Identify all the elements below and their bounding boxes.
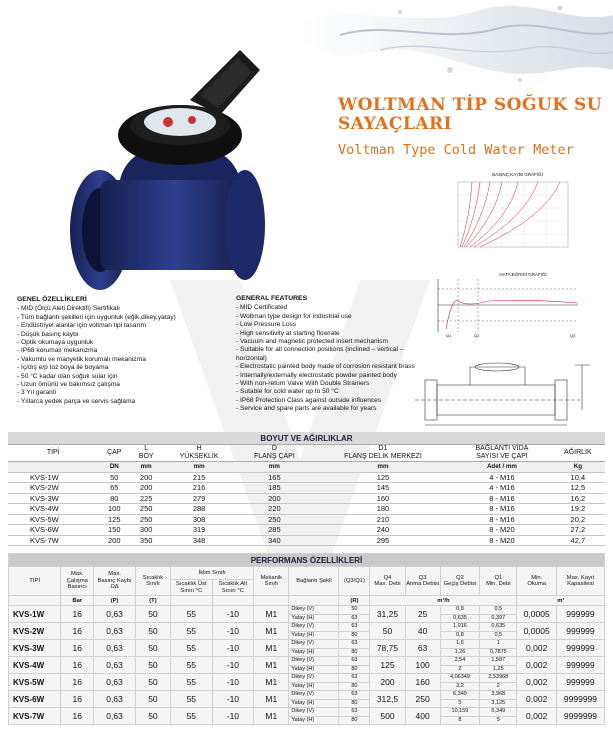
unit-cell: DN xyxy=(99,462,131,473)
table-cell: 100 xyxy=(405,657,440,674)
table-cell: Dikey (V) xyxy=(289,674,339,683)
table-cell: 80 xyxy=(339,631,370,640)
feature-en-item: - Vacuum and magnetic protected insert mechanism xyxy=(236,338,388,346)
table-cell: 200 xyxy=(236,493,313,504)
col-header: Max. Basınç Kaybı ΩΔ xyxy=(94,567,136,596)
table-cell: 279 xyxy=(162,493,236,504)
table-cell: 1,016 xyxy=(440,623,479,632)
table-cell: 0,63 xyxy=(94,623,136,640)
table-row xyxy=(9,640,605,649)
col-header: Mekanik Sınıfı xyxy=(254,567,289,596)
table-cell: 55 xyxy=(171,623,213,640)
table-cell: 0,5 xyxy=(480,606,517,615)
col-header: D FLANŞ ÇAPI xyxy=(236,445,313,462)
unit-cell: Adet / mm xyxy=(453,462,551,473)
table-cell: Yatay (H) xyxy=(289,716,339,725)
table-cell: 220 xyxy=(236,504,313,515)
general-features-tr xyxy=(17,296,176,406)
table-cell: 0,002 xyxy=(517,674,556,691)
table-cell: 350 xyxy=(130,535,162,546)
performance-table-title: PERFORMANS ÖZELLİKLERİ xyxy=(9,554,605,567)
performance-units-row xyxy=(9,596,605,606)
table-cell: 165 xyxy=(236,472,313,483)
table-cell: 16 xyxy=(61,640,94,657)
table-cell: 63 xyxy=(339,614,370,623)
error-curve-graph-title: HATA EĞRİSİ GRAFİĞİ xyxy=(499,272,547,277)
table-cell: Dikey (V) xyxy=(289,623,339,632)
col-header: Max. Çalışma Basıncı xyxy=(61,567,94,596)
product-title-en: Voltman Type Cold Water Meter xyxy=(338,142,574,158)
table-cell: 340 xyxy=(236,535,313,546)
table-cell: 6,349 xyxy=(480,708,517,717)
table-cell: 80 xyxy=(339,682,370,691)
table-cell: 319 xyxy=(162,525,236,536)
col-header: TİPİ xyxy=(9,567,61,596)
table-cell: 300 xyxy=(130,525,162,536)
table-row xyxy=(9,674,605,683)
col-header: İklim Sınıfı xyxy=(171,567,254,580)
table-cell: 0,002 xyxy=(517,640,556,657)
table-cell: 145 xyxy=(313,483,453,494)
col-header: Q2 Geçiş Debisi xyxy=(440,567,479,596)
table-cell: 2,53968 xyxy=(480,674,517,683)
unit-cell: mm xyxy=(162,462,236,473)
table-cell: 200 xyxy=(130,483,162,494)
table-cell: 63 xyxy=(339,623,370,632)
table-cell: 63 xyxy=(339,674,370,683)
table-cell: 999999 xyxy=(556,640,604,657)
table-cell: 63 xyxy=(405,640,440,657)
unit-cell: Kg xyxy=(551,462,605,473)
table-cell: 0,002 xyxy=(517,691,556,708)
table-cell: 0,002 xyxy=(517,657,556,674)
table-row xyxy=(8,472,605,483)
col-subheader: Sıcaklık Üst Sınırı °C xyxy=(171,580,213,596)
table-cell: 63 xyxy=(339,691,370,700)
feature-en-item: - Service and spare parts are available for years xyxy=(236,405,377,413)
table-cell: Dikey (V) xyxy=(289,708,339,717)
table-cell: 1,26 xyxy=(440,648,479,657)
feature-tr-item: - Tüm bağlantı şekilleri için uygunluk (eğik,dikey,yatay) xyxy=(17,313,176,321)
table-cell: 80 xyxy=(339,716,370,725)
table-cell: 285 xyxy=(236,525,313,536)
table-row xyxy=(9,708,605,717)
table-cell: -10 xyxy=(212,623,254,640)
unit-cell: mm xyxy=(236,462,313,473)
table-cell: KVS-7W xyxy=(9,708,61,725)
unit-cell: (P) xyxy=(94,596,136,606)
table-row xyxy=(8,483,605,494)
error-axis-label-q1: Q1 xyxy=(446,333,452,338)
table-cell: 31,25 xyxy=(370,606,405,623)
table-cell: Yatay (H) xyxy=(289,699,339,708)
table-cell: 348 xyxy=(162,535,236,546)
performance-table xyxy=(8,553,605,725)
table-cell: Yatay (H) xyxy=(289,614,339,623)
table-cell: 8 - M20 xyxy=(453,535,551,546)
table-cell: 50 xyxy=(135,623,170,640)
table-row xyxy=(9,606,605,615)
table-cell: 63 xyxy=(339,708,370,717)
table-cell: 215 xyxy=(162,472,236,483)
feature-en-item: horizontal) xyxy=(236,354,267,362)
table-cell: M1 xyxy=(254,691,289,708)
table-cell: -10 xyxy=(212,606,254,623)
table-cell: 50 xyxy=(99,472,131,483)
feature-tr-item: - Uzun ömürlü ve bakımsız çalışma xyxy=(17,381,120,389)
table-cell: 1,6 xyxy=(440,640,479,649)
table-cell: 50 xyxy=(339,606,370,615)
table-cell: 80 xyxy=(99,493,131,504)
performance-header-row xyxy=(9,567,605,580)
unit-cell: m³ xyxy=(517,596,605,606)
feature-tr-item: - Yıllarca yedek parça ve servis sağlama xyxy=(17,397,136,405)
error-axis-label-q2: Q2 xyxy=(474,333,480,338)
table-cell: M1 xyxy=(254,674,289,691)
table-cell: 0,63 xyxy=(94,606,136,623)
table-cell: 1,25 xyxy=(480,665,517,674)
col-header: (Q3/Q1) xyxy=(339,567,370,596)
error-axis-label-q3: Q3 xyxy=(570,333,576,338)
table-cell: Dikey (V) xyxy=(289,640,339,649)
unit-cell xyxy=(8,462,99,473)
table-cell: KVS-2W xyxy=(9,623,61,640)
table-cell: 225 xyxy=(130,493,162,504)
table-cell: 50 xyxy=(135,708,170,725)
col-header: Max. Kayıt Kapasitesi xyxy=(556,567,604,596)
table-cell: 63 xyxy=(339,657,370,666)
table-cell: Dikey (V) xyxy=(289,657,339,666)
table-cell: 50 xyxy=(135,606,170,623)
table-cell: Yatay (H) xyxy=(289,648,339,657)
table-row xyxy=(8,525,605,536)
table-row xyxy=(8,493,605,504)
table-cell: 12,5 xyxy=(551,483,605,494)
table-cell: 200 xyxy=(130,472,162,483)
feature-en-item: - With non-return Valve With Double Strainers xyxy=(236,380,370,388)
table-cell: 0,8 xyxy=(440,606,479,615)
table-cell: KVS-7W xyxy=(8,535,99,546)
table-cell: 10,4 xyxy=(551,472,605,483)
col-header: Min. Okuma xyxy=(517,567,556,596)
table-cell: 180 xyxy=(313,504,453,515)
table-cell: -10 xyxy=(212,640,254,657)
table-cell: 5 xyxy=(480,716,517,725)
table-cell: KVS-2W xyxy=(8,483,99,494)
table-cell: 1 xyxy=(480,640,517,649)
feature-en-item: - Internally/externally electrostatic powder painted body xyxy=(236,371,397,379)
table-cell: 80 xyxy=(339,665,370,674)
col-header: D1 FLANŞ DELİK MERKEZİ xyxy=(313,445,453,462)
table-cell: 19,2 xyxy=(551,504,605,515)
table-cell: 50 xyxy=(135,657,170,674)
table-cell: 65 xyxy=(99,483,131,494)
table-cell: KVS-3W xyxy=(8,493,99,504)
table-cell: 16 xyxy=(61,623,94,640)
table-cell: 0,63 xyxy=(94,708,136,725)
table-cell: Dikey (V) xyxy=(289,691,339,700)
table-cell: 125 xyxy=(99,514,131,525)
unit-cell: (R) xyxy=(339,596,370,606)
table-cell: 999999 xyxy=(556,606,604,623)
table-cell: 2 xyxy=(480,682,517,691)
table-cell: 8 xyxy=(440,716,479,725)
table-cell: M1 xyxy=(254,640,289,657)
table-cell: 55 xyxy=(171,640,213,657)
feature-tr-item: - Optik okumaya uygunluk xyxy=(17,339,94,347)
unit-cell: Bar xyxy=(61,596,94,606)
table-cell: 50 xyxy=(135,691,170,708)
table-cell: 50 xyxy=(135,674,170,691)
table-cell: 0,63 xyxy=(94,674,136,691)
feature-en-item: - Suitable for all connection positions (inclined – vertical – xyxy=(236,346,404,354)
table-cell: 288 xyxy=(162,504,236,515)
table-cell: KVS-6W xyxy=(8,525,99,536)
table-cell: 4,06349 xyxy=(440,674,479,683)
table-cell: 100 xyxy=(99,504,131,515)
table-row xyxy=(8,504,605,515)
table-cell: 125 xyxy=(313,472,453,483)
table-cell: 0,0005 xyxy=(517,606,556,623)
feature-tr-item: - Düşük basınç kaybı xyxy=(17,330,79,338)
table-cell: 2,54 xyxy=(440,657,479,666)
col-header: Sıcaklık Sınıfı xyxy=(135,567,170,596)
table-cell: 3,125 xyxy=(480,699,517,708)
feature-tr-item: - IP68 korumalı mekanizma xyxy=(17,347,98,355)
table-row xyxy=(8,514,605,525)
table-cell: 200 xyxy=(370,674,405,691)
table-cell: 160 xyxy=(405,674,440,691)
table-cell: Yatay (H) xyxy=(289,665,339,674)
unit-cell: mm xyxy=(313,462,453,473)
feature-tr-item: - İç/dış e/p toz boya ile boyama xyxy=(17,364,109,372)
table-cell: KVS-5W xyxy=(9,674,61,691)
table-cell: M1 xyxy=(254,623,289,640)
unit-cell: mm xyxy=(130,462,162,473)
product-title-tr: WOLTMAN TİP SOĞUK SU SAYAÇLARI xyxy=(338,95,603,134)
table-cell: 8 - M16 xyxy=(453,514,551,525)
table-cell: KVS-5W xyxy=(8,514,99,525)
table-cell: 4 - M16 xyxy=(453,472,551,483)
table-cell: 55 xyxy=(171,606,213,623)
feature-tr-item: - 3 Yıl garanti xyxy=(17,389,57,397)
general-features-en xyxy=(236,295,415,414)
table-cell: 5 xyxy=(440,699,479,708)
col-subheader: Sıcaklık Alt Sınırı °C xyxy=(212,580,254,596)
feature-en-item: - Low Pressure Loss xyxy=(236,321,297,329)
col-header: ÇAP xyxy=(99,445,131,462)
col-header: Bağlantı Şekli xyxy=(289,567,339,596)
table-cell: Dikey (V) xyxy=(289,606,339,615)
water-splash-image xyxy=(300,0,613,90)
table-cell: -10 xyxy=(212,674,254,691)
table-cell: 25 xyxy=(405,606,440,623)
table-cell: 42,7 xyxy=(551,535,605,546)
col-header: BAĞLANTI VİDA SAYISI VE ÇAPI xyxy=(453,445,551,462)
table-cell: 0,635 xyxy=(440,614,479,623)
table-cell: 16 xyxy=(61,657,94,674)
table-cell: 80 xyxy=(339,699,370,708)
table-cell: 3,2 xyxy=(440,682,479,691)
table-cell: 999999 xyxy=(556,657,604,674)
table-cell: 250 xyxy=(236,514,313,525)
table-cell: 16 xyxy=(61,606,94,623)
unit-cell: (T) xyxy=(135,596,170,606)
table-cell: 63 xyxy=(339,640,370,649)
table-cell: 295 xyxy=(313,535,453,546)
table-cell: 0,63 xyxy=(94,691,136,708)
table-cell: 210 xyxy=(313,514,453,525)
feature-en-item: - Woltman type design for industrial use xyxy=(236,312,352,320)
pressure-loss-graph xyxy=(440,172,585,262)
feature-en-item: - Electrostatic painted body made of corrosion resistant brass xyxy=(236,363,415,371)
col-header: Q4 Max. Debi xyxy=(370,567,405,596)
table-row xyxy=(8,535,605,546)
table-cell: 0,397 xyxy=(480,614,517,623)
col-header: H YÜKSEKLİK xyxy=(162,445,236,462)
table-cell: 8 - M16 xyxy=(453,504,551,515)
table-cell: 0,8 xyxy=(440,631,479,640)
table-cell: 185 xyxy=(236,483,313,494)
table-cell: Yatay (H) xyxy=(289,631,339,640)
table-cell: KVS-4W xyxy=(8,504,99,515)
table-cell: 27,2 xyxy=(551,525,605,536)
feature-en-item: - Sutable for cold water up to 50 °C xyxy=(236,388,339,396)
table-cell: 16,2 xyxy=(551,493,605,504)
table-cell: 78,75 xyxy=(370,640,405,657)
table-cell: 2 xyxy=(440,665,479,674)
dimensions-header-row xyxy=(8,445,605,462)
table-cell: 16 xyxy=(61,708,94,725)
table-cell: 9999999 xyxy=(556,691,604,708)
col-header: Q3 Anma Debisi xyxy=(405,567,440,596)
table-cell: 0,7875 xyxy=(480,648,517,657)
water-meter-image xyxy=(60,30,270,295)
table-cell: 0,5 xyxy=(480,631,517,640)
table-row xyxy=(9,691,605,700)
table-cell: 50 xyxy=(135,640,170,657)
table-cell: -10 xyxy=(212,691,254,708)
general-features-tr-title: GENEL ÖZELLİKLERİ xyxy=(17,296,87,303)
table-cell: M1 xyxy=(254,657,289,674)
table-cell: 3,968 xyxy=(480,691,517,700)
table-cell: -10 xyxy=(212,708,254,725)
table-cell: 160 xyxy=(313,493,453,504)
table-cell: 16 xyxy=(61,691,94,708)
table-cell: Yatay (H) xyxy=(289,682,339,691)
table-cell: 308 xyxy=(162,514,236,525)
table-cell: 312,5 xyxy=(370,691,405,708)
feature-en-item: - High sensitivity at starting flowrate xyxy=(236,329,340,337)
table-cell: 80 xyxy=(339,648,370,657)
table-cell: 999999 xyxy=(556,674,604,691)
feature-tr-item: - MID (Ölçü Aleti Direktifi) Sertifikalı xyxy=(17,305,120,313)
table-cell: 4 - M16 xyxy=(453,483,551,494)
table-cell: 250 xyxy=(130,504,162,515)
table-cell: M1 xyxy=(254,606,289,623)
feature-tr-item: - Vakumlu ve manyetik korumalı mekanizma xyxy=(17,355,146,363)
feature-tr-item: - 50 °C kadar olan soğuk sular için xyxy=(17,372,118,380)
col-header: AĞIRLIK xyxy=(551,445,605,462)
table-cell: 20,2 xyxy=(551,514,605,525)
table-cell: 999999 xyxy=(556,623,604,640)
table-cell: 400 xyxy=(405,708,440,725)
col-header: L BOY xyxy=(130,445,162,462)
table-cell: 150 xyxy=(99,525,131,536)
table-cell: 1,587 xyxy=(480,657,517,666)
table-cell: KVS-6W xyxy=(9,691,61,708)
table-cell: 8 - M16 xyxy=(453,493,551,504)
table-row xyxy=(9,657,605,666)
table-cell: 0,002 xyxy=(517,708,556,725)
feature-en-item: - MID Certificated xyxy=(236,304,288,312)
table-cell: 240 xyxy=(313,525,453,536)
pressure-loss-graph-title: BASINÇ KAYBI GRAFİĞİ xyxy=(492,172,543,177)
table-cell: 250 xyxy=(405,691,440,708)
table-cell: 250 xyxy=(130,514,162,525)
table-cell: 50 xyxy=(370,623,405,640)
feature-en-item: - IP68 Protection Class against outside influences xyxy=(236,396,382,404)
table-cell: 0,0005 xyxy=(517,623,556,640)
table-cell: 16 xyxy=(61,674,94,691)
table-cell: 0,63 xyxy=(94,657,136,674)
table-cell: 0,635 xyxy=(480,623,517,632)
table-cell: 125 xyxy=(370,657,405,674)
table-cell: 500 xyxy=(370,708,405,725)
feature-tr-item: - Endüstriyel alanlar için voltman tipi tasarım xyxy=(17,322,146,330)
table-cell: 0,63 xyxy=(94,640,136,657)
table-cell: 6,349 xyxy=(440,691,479,700)
table-cell: KVS-1W xyxy=(8,472,99,483)
table-cell: 200 xyxy=(99,535,131,546)
table-cell: 40 xyxy=(405,623,440,640)
unit-cell: m³/h xyxy=(370,596,517,606)
table-cell: M1 xyxy=(254,708,289,725)
table-cell: KVS-4W xyxy=(9,657,61,674)
table-cell: 55 xyxy=(171,708,213,725)
table-cell: 55 xyxy=(171,657,213,674)
table-cell: 10,159 xyxy=(440,708,479,717)
table-cell: 216 xyxy=(162,483,236,494)
table-cell: -10 xyxy=(212,657,254,674)
col-header: Q1 Min. Debi xyxy=(480,567,517,596)
table-cell: KVS-1W xyxy=(9,606,61,623)
general-features-en-title: GENERAL FEATURES xyxy=(236,295,308,302)
table-cell: KVS-3W xyxy=(9,640,61,657)
col-header: TİPİ xyxy=(8,445,99,462)
dimensions-units-row xyxy=(8,462,605,473)
error-curve-graph xyxy=(428,272,598,342)
table-cell: 8 - M20 xyxy=(453,525,551,536)
table-cell: 55 xyxy=(171,674,213,691)
dimensions-table-title: BOYUT VE AĞIRLIKLAR xyxy=(8,432,605,445)
technical-drawing xyxy=(405,355,600,430)
table-row xyxy=(9,623,605,632)
dimensions-table xyxy=(8,432,605,546)
table-cell: 55 xyxy=(171,691,213,708)
table-cell: 9999999 xyxy=(556,708,604,725)
